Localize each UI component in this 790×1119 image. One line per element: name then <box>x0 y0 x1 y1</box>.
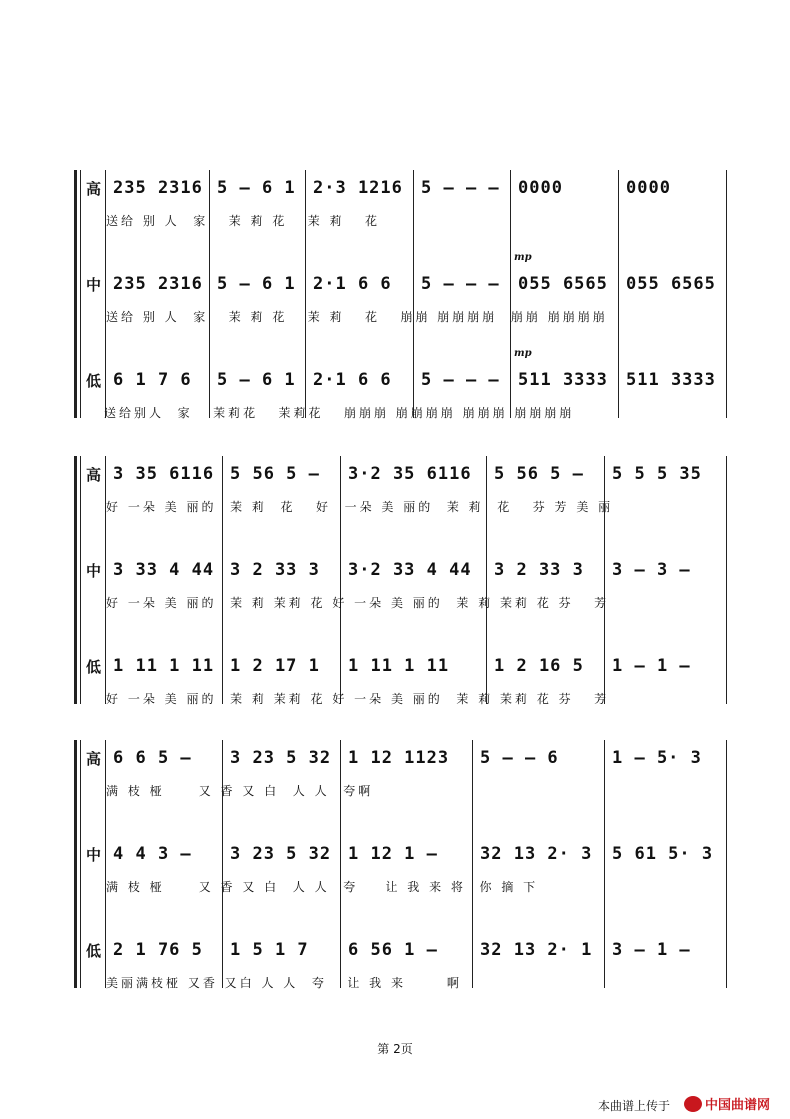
measure-notes: 055 6565 <box>626 274 716 294</box>
barline <box>105 170 106 418</box>
measure-notes: 1 12 1 — <box>348 844 438 864</box>
measure-notes: 5 — — — <box>421 178 500 198</box>
lyrics-line: 好 一朵 美 丽的 茉 莉 茉莉 花 好 一朵 美 丽的 茉 莉 茉莉 花 芬 芳 <box>106 596 610 610</box>
site-name: 中国曲谱网 <box>705 1098 771 1113</box>
barline <box>209 170 210 418</box>
barline <box>726 170 727 418</box>
measure-notes: 5 56 5 — <box>230 464 320 484</box>
system-line <box>80 170 81 418</box>
barline <box>413 170 414 418</box>
part-label: 低 <box>86 942 102 960</box>
measure-notes: 0000 <box>518 178 563 198</box>
measure-notes: 3 — 3 — <box>612 560 691 580</box>
logo-icon <box>684 1096 702 1112</box>
lyrics-line: 好 一朵 美 丽的 茉 莉 茉莉 花 好 一朵 美 丽的 茉 莉 茉莉 花 芬 芳 <box>106 692 610 706</box>
dynamic-mark: mp <box>514 348 532 359</box>
measure-notes: 1 11 1 11 <box>113 656 215 676</box>
measure-notes: 5 61 5· 3 <box>612 844 714 864</box>
lyrics-line: 美丽满枝桠 又香 又白 人 人 夸 让 我 来 啊 <box>106 976 462 990</box>
measure-notes: 2·1 6 6 <box>313 370 392 390</box>
measure-notes: 235 2316 <box>113 274 203 294</box>
measure-notes: 3 33 4 44 <box>113 560 215 580</box>
lyrics-line: 好 一朵 美 丽的 茉 莉 花 好 一朵 美 丽的 茉 莉 花 芬 芳 美 丽 <box>106 500 614 514</box>
barline <box>340 740 341 988</box>
barline <box>340 456 341 704</box>
page-number: 第 2页 <box>377 1042 413 1056</box>
measure-notes: 5 — — — <box>421 370 500 390</box>
measure-notes: 3 35 6116 <box>113 464 215 484</box>
measure-notes: 5 — 6 1 <box>217 178 296 198</box>
system-bracket <box>74 170 77 418</box>
upload-note: 本曲谱上传于 <box>598 1099 671 1113</box>
measure-notes: 3·2 35 6116 <box>348 464 472 484</box>
measure-notes: 511 3333 <box>626 370 716 390</box>
lyrics-line: 送给 别 人 家 茉 莉 花 茉 莉 花 <box>106 214 381 228</box>
measure-notes: 1 11 1 11 <box>348 656 450 676</box>
measure-notes: 32 13 2· 3 <box>480 844 593 864</box>
measure-notes: 5 — 6 1 <box>217 370 296 390</box>
part-label: 高 <box>86 750 102 768</box>
barline <box>222 456 223 704</box>
system-line <box>80 456 81 704</box>
barline <box>604 740 605 988</box>
measure-notes: 5 — — 6 <box>480 748 559 768</box>
barline <box>726 456 727 704</box>
lyrics-line: 满 枝 桠 又 香 又 白 人 人 夸 让 我 来 将 你 摘 下 <box>106 880 539 894</box>
measure-notes: 5 — — — <box>421 274 500 294</box>
barline <box>305 170 306 418</box>
barline <box>486 456 487 704</box>
measure-notes: 235 2316 <box>113 178 203 198</box>
barline <box>105 740 106 988</box>
measure-notes: 0000 <box>626 178 671 198</box>
measure-notes: 3 — 1 — <box>612 940 691 960</box>
lyrics-line: 送给别人 家 茉莉花 茉莉花 崩崩崩 崩崩崩崩 崩崩崩 崩崩崩崩 <box>104 406 575 420</box>
part-label: 高 <box>86 180 102 198</box>
measure-notes: 5 — 6 1 <box>217 274 296 294</box>
site-logo <box>684 1094 770 1113</box>
part-label: 低 <box>86 658 102 676</box>
barline <box>222 740 223 988</box>
measure-notes: 2·1 6 6 <box>313 274 392 294</box>
measure-notes: 6 6 5 — <box>113 748 192 768</box>
barline <box>472 740 473 988</box>
barline <box>604 456 605 704</box>
measure-notes: 5 5 5 35 <box>612 464 702 484</box>
part-label: 中 <box>86 846 102 864</box>
measure-notes: 1 2 17 1 <box>230 656 320 676</box>
system-bracket <box>74 740 77 988</box>
system-bracket <box>74 456 77 704</box>
measure-notes: 2 1 76 5 <box>113 940 203 960</box>
measure-notes: 6 1 7 6 <box>113 370 192 390</box>
measure-notes: 1 2 16 5 <box>494 656 584 676</box>
measure-notes: 32 13 2· 1 <box>480 940 593 960</box>
barline <box>726 740 727 988</box>
measure-notes: 4 4 3 — <box>113 844 192 864</box>
measure-notes: 3 23 5 32 <box>230 748 332 768</box>
measure-notes: 1 12 1123 <box>348 748 450 768</box>
measure-notes: 3 2 33 3 <box>494 560 584 580</box>
part-label: 中 <box>86 276 102 294</box>
measure-notes: 2·3 1216 <box>313 178 403 198</box>
measure-notes: 6 56 1 — <box>348 940 438 960</box>
barline <box>510 170 511 418</box>
barline <box>618 170 619 418</box>
measure-notes: 3 2 33 3 <box>230 560 320 580</box>
measure-notes: 511 3333 <box>518 370 608 390</box>
measure-notes: 3 23 5 32 <box>230 844 332 864</box>
barline <box>105 456 106 704</box>
system-line <box>80 740 81 988</box>
measure-notes: 5 56 5 — <box>494 464 584 484</box>
measure-notes: 1 — 5· 3 <box>612 748 702 768</box>
measure-notes: 055 6565 <box>518 274 608 294</box>
lyrics-line: 满 枝 桠 又 香 又 白 人 人 夸啊 <box>106 784 374 798</box>
dynamic-mark: mp <box>514 252 532 263</box>
part-label: 高 <box>86 466 102 484</box>
measure-notes: 1 5 1 7 <box>230 940 309 960</box>
part-label: 低 <box>86 372 102 390</box>
part-label: 中 <box>86 562 102 580</box>
measure-notes: 1 — 1 — <box>612 656 691 676</box>
measure-notes: 3·2 33 4 44 <box>348 560 472 580</box>
lyrics-line: 送给 别 人 家 茉 莉 花 茉 莉 花 崩崩 崩崩崩崩 崩崩 崩崩崩崩 <box>106 310 608 324</box>
